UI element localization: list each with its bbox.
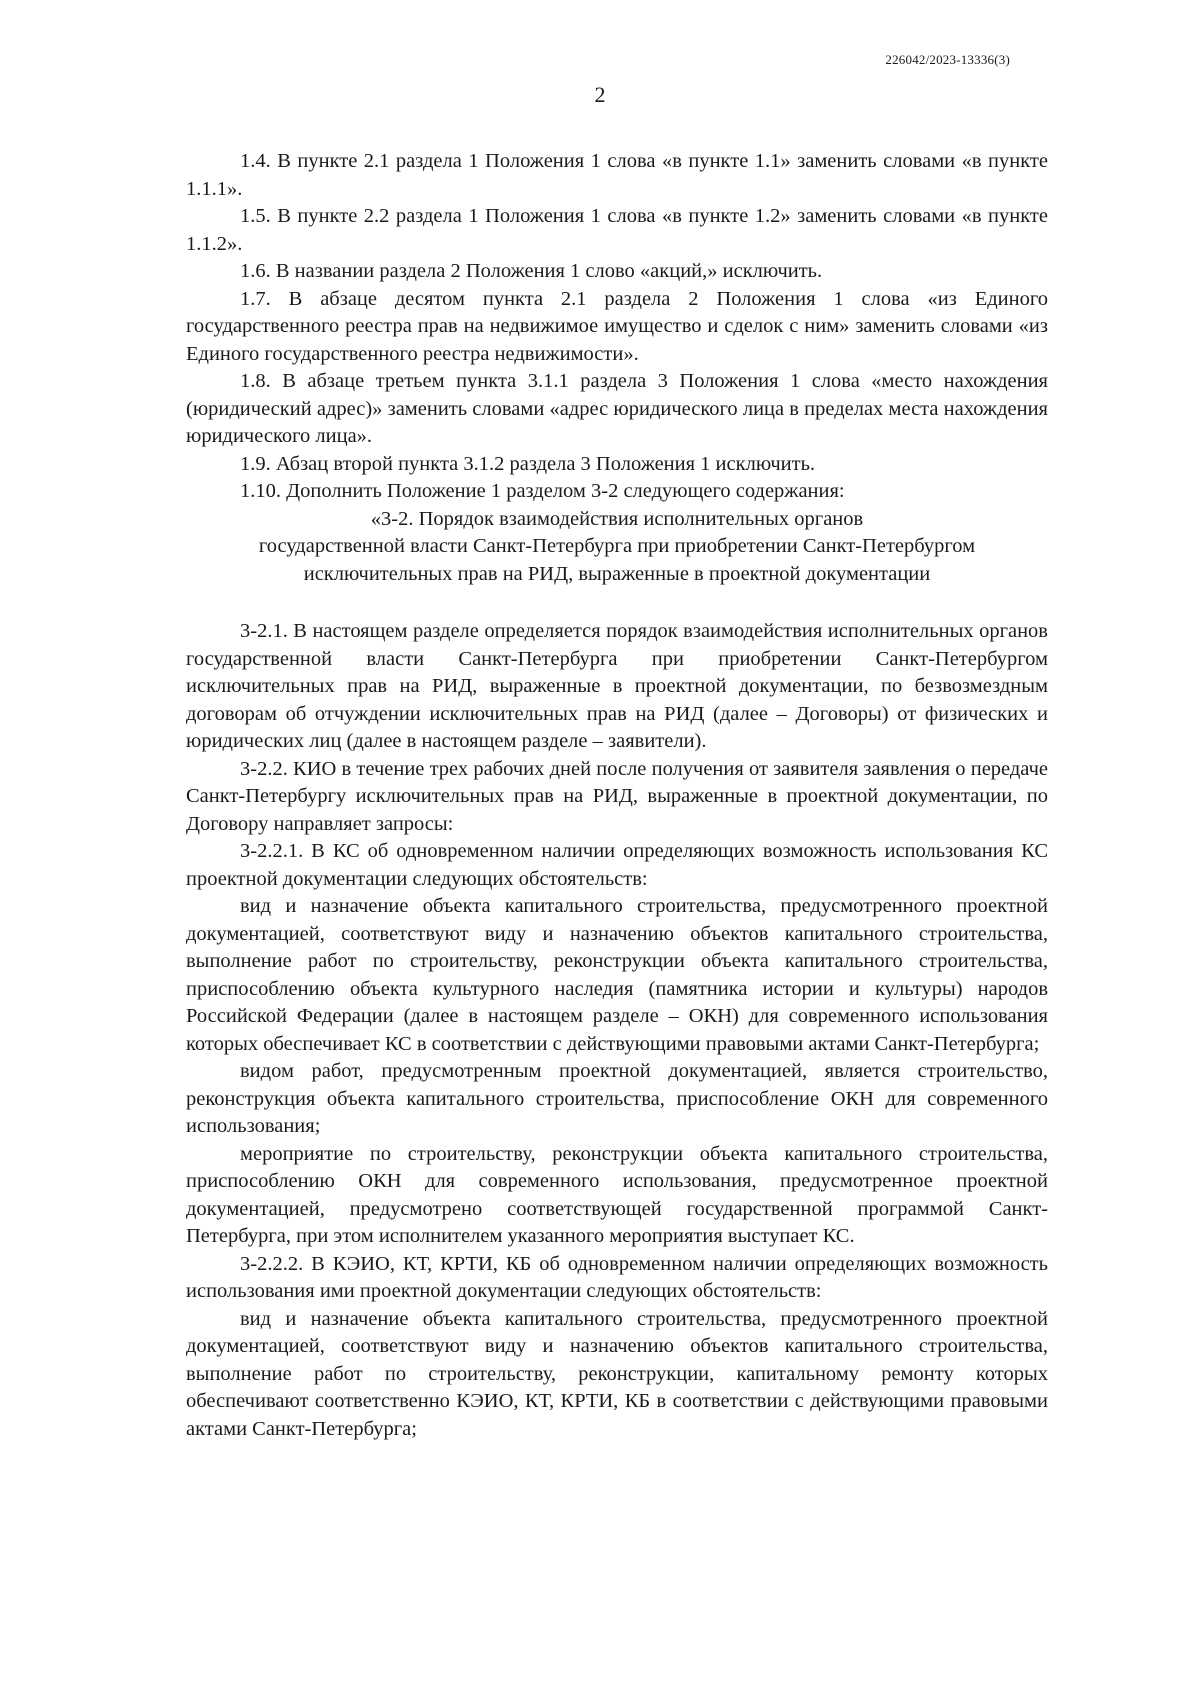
paragraph-1-9: 1.9. Абзац второй пункта 3.1.2 раздела 3 Положения 1 исключить. <box>240 452 816 475</box>
section-title-line: государственной власти Санкт-Петербурга при приобретении Санкт-Петербургом <box>258 535 976 557</box>
document-number: 226042/2023-13336(3) <box>885 52 1010 67</box>
paragraph-1-7: 1.7. В абзаце десятом пункта 2.1 раздела 2 Положения 1 слова «из Единого государственного реестра прав на недвижимое имущество и сделок с ним» заменить словами «из Единого государственного реестра недвижимости». <box>186 287 1048 365</box>
list-item: мероприятие по строительству, реконструкции объекта капитального строительства, приспособлению ОКН для современного использования, предусмотренное проектной документацией, предусмотрено соответствующей государственной программой Санкт-Петербурга, при этом исполнителем указанного мероприятия выступает КС. <box>186 1142 1048 1247</box>
paragraph-1-6: 1.6. В названии раздела 2 Положения 1 слово «акций,» исключить. <box>240 260 823 282</box>
section-title <box>186 506 1048 589</box>
list-item: вид и назначение объекта капитального строительства, предусмотренного проектной документацией, соответствуют виду и назначению объектов капитального строительства, выполнение работ по строительству, реконструкции объекта капитального строительства, приспособлению объекта культурного наследия (памятника истории и культуры) народов Российской Федерации (далее в настоящем разделе – ОКН) для современного использования которых обеспечивает КС в соответствии с действующими правовыми актами Санкт-Петербурга; <box>186 895 1048 1055</box>
paragraph-3-2-1: 3-2.1. В настоящем разделе определяется порядок взаимодействия исполнительных органов государственной власти Санкт-Петербурга при приобретении Санкт-Петербургом исключительных прав на РИД, выраженные в проектной документации, по безвозмездным договорам об отчуждении исключительных прав на РИД (далее – Договоры) от физических и юридических лиц (далее в настоящем разделе – заявители). <box>186 620 1048 752</box>
section-title-line: исключительных прав на РИД, выраженные в проектной документации <box>303 562 931 585</box>
document-body <box>186 148 1048 1443</box>
page-number: 2 <box>594 82 606 107</box>
paragraph-3-2-2-2: 3-2.2.2. В КЭИО, КТ, КРТИ, КБ об одновременном наличии определяющих возможность использования ими проектной документации следующих обстоятельств: <box>186 1252 1048 1302</box>
section-title-line: «3-2. Порядок взаимодействия исполнительных органов <box>370 507 864 530</box>
paragraph-1-5: 1.5. В пункте 2.2 раздела 1 Положения 1 слова «в пункте 1.2» заменить словами «в пункте 1.1.2». <box>186 205 1048 255</box>
paragraph-3-2-2: 3-2.2. КИО в течение трех рабочих дней после получения от заявителя заявления о передаче Санкт-Петербургу исключительных прав на РИД, выраженные в проектной документации, по Договору направляет запросы: <box>186 757 1048 835</box>
list-item: вид и назначение объекта капитального строительства, предусмотренного проектной документацией, соответствуют виду и назначению объектов капитального строительства, выполнение работ по строительству, реконструкции, капитальному ремонту которых обеспечивают соответственно КЭИО, КТ, КРТИ, КБ в соответствии с действующими правовыми актами Санкт-Петербурга; <box>186 1307 1048 1440</box>
paragraph-1-10: 1.10. Дополнить Положение 1 разделом 3-2 следующего содержания: <box>240 480 845 502</box>
paragraph-3-2-2-1: 3-2.2.1. В КС об одновременном наличии определяющих возможность использования КС проектной документации следующих обстоятельств: <box>186 840 1048 890</box>
list-item: видом работ, предусмотренным проектной документацией, является строительство, реконструкция объекта капитального строительства, приспособление ОКН для современного использования; <box>186 1060 1048 1137</box>
paragraph-1-4: 1.4. В пункте 2.1 раздела 1 Положения 1 слова «в пункте 1.1» заменить словами «в пункте 1.1.1». <box>186 150 1048 200</box>
paragraph-1-8: 1.8. В абзаце третьем пункта 3.1.1 раздела 3 Положения 1 слова «место нахождения (юридический адрес)» заменить словами «адрес юридического лица в пределах места нахождения юридического лица». <box>186 370 1048 447</box>
